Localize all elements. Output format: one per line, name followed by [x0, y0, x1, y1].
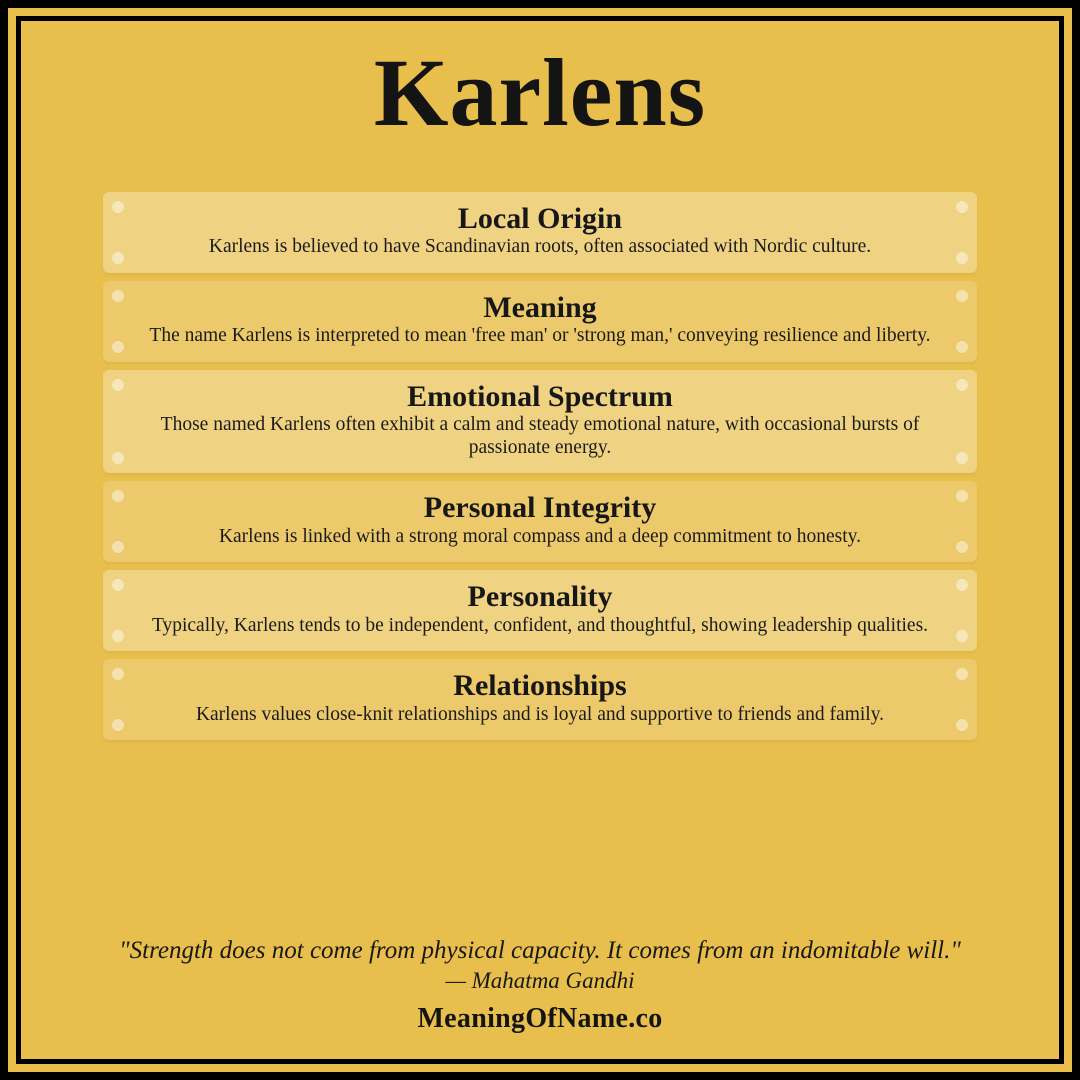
- corner-dot-icon: [956, 541, 968, 553]
- corner-dot-icon: [112, 490, 124, 502]
- card-text: Karlens is linked with a strong moral compass and a deep commitment to honesty.: [218, 525, 862, 547]
- corner-dot-icon: [112, 579, 124, 591]
- quote-attribution: — Mahatma Gandhi: [445, 968, 635, 993]
- corner-dot-icon: [956, 579, 968, 591]
- corner-dot-icon: [112, 379, 124, 391]
- frame-middle: [16, 16, 1064, 1064]
- corner-dot-icon: [956, 668, 968, 680]
- corner-dot-icon: [112, 668, 124, 680]
- corner-dot-icon: [956, 341, 968, 353]
- card-text: Karlens is believed to have Scandinavian roots, often associated with Nordic culture.: [208, 236, 872, 258]
- corner-dot-icon: [112, 630, 124, 642]
- corner-dot-icon: [956, 290, 968, 302]
- info-card-relationships: [103, 659, 977, 740]
- corner-dot-icon: [112, 719, 124, 731]
- brand-name: MeaningOfName.co: [417, 1003, 663, 1034]
- card-heading: Personality: [467, 580, 613, 614]
- footer: [47, 936, 1033, 1041]
- corner-dot-icon: [112, 452, 124, 464]
- corner-dot-icon: [956, 719, 968, 731]
- frame-outer: [8, 8, 1072, 1072]
- card-heading: Local Origin: [457, 201, 623, 235]
- corner-dot-icon: [112, 541, 124, 553]
- card-heading: Personal Integrity: [423, 491, 657, 525]
- card-text: Those named Karlens often exhibit a calm and steady emotional nature, with occasional bursts of passionate energy.: [160, 414, 920, 458]
- corner-dot-icon: [956, 452, 968, 464]
- card-heading: Relationships: [453, 669, 627, 703]
- quote-text: "Strength does not come from physical capacity. It comes from an indomitable will.": [119, 937, 961, 964]
- corner-dot-icon: [956, 201, 968, 213]
- corner-dot-icon: [112, 341, 124, 353]
- frame-inner: [21, 21, 1059, 1059]
- info-card-emotional-spectrum: [103, 370, 977, 473]
- page-title: Karlens: [373, 39, 707, 146]
- corner-dot-icon: [956, 379, 968, 391]
- info-card-personality: [103, 570, 977, 651]
- card-text: Karlens values close-knit relationships and is loyal and supportive to friends and family.: [195, 703, 885, 725]
- card-heading: Meaning: [483, 290, 597, 324]
- info-card-local-origin: [103, 192, 977, 273]
- info-card-meaning: [103, 281, 977, 362]
- info-card-list: [47, 192, 1033, 741]
- card-heading: Emotional Spectrum: [407, 379, 673, 413]
- card-text: Typically, Karlens tends to be independent, confident, and thoughtful, showing leadership qualities.: [151, 614, 929, 636]
- corner-dot-icon: [112, 201, 124, 213]
- corner-dot-icon: [112, 290, 124, 302]
- corner-dot-icon: [112, 252, 124, 264]
- corner-dot-icon: [956, 252, 968, 264]
- corner-dot-icon: [956, 630, 968, 642]
- info-card-personal-integrity: [103, 481, 977, 562]
- card-text: The name Karlens is interpreted to mean 'free man' or 'strong man,' conveying resilience and liberty.: [149, 325, 931, 347]
- corner-dot-icon: [956, 490, 968, 502]
